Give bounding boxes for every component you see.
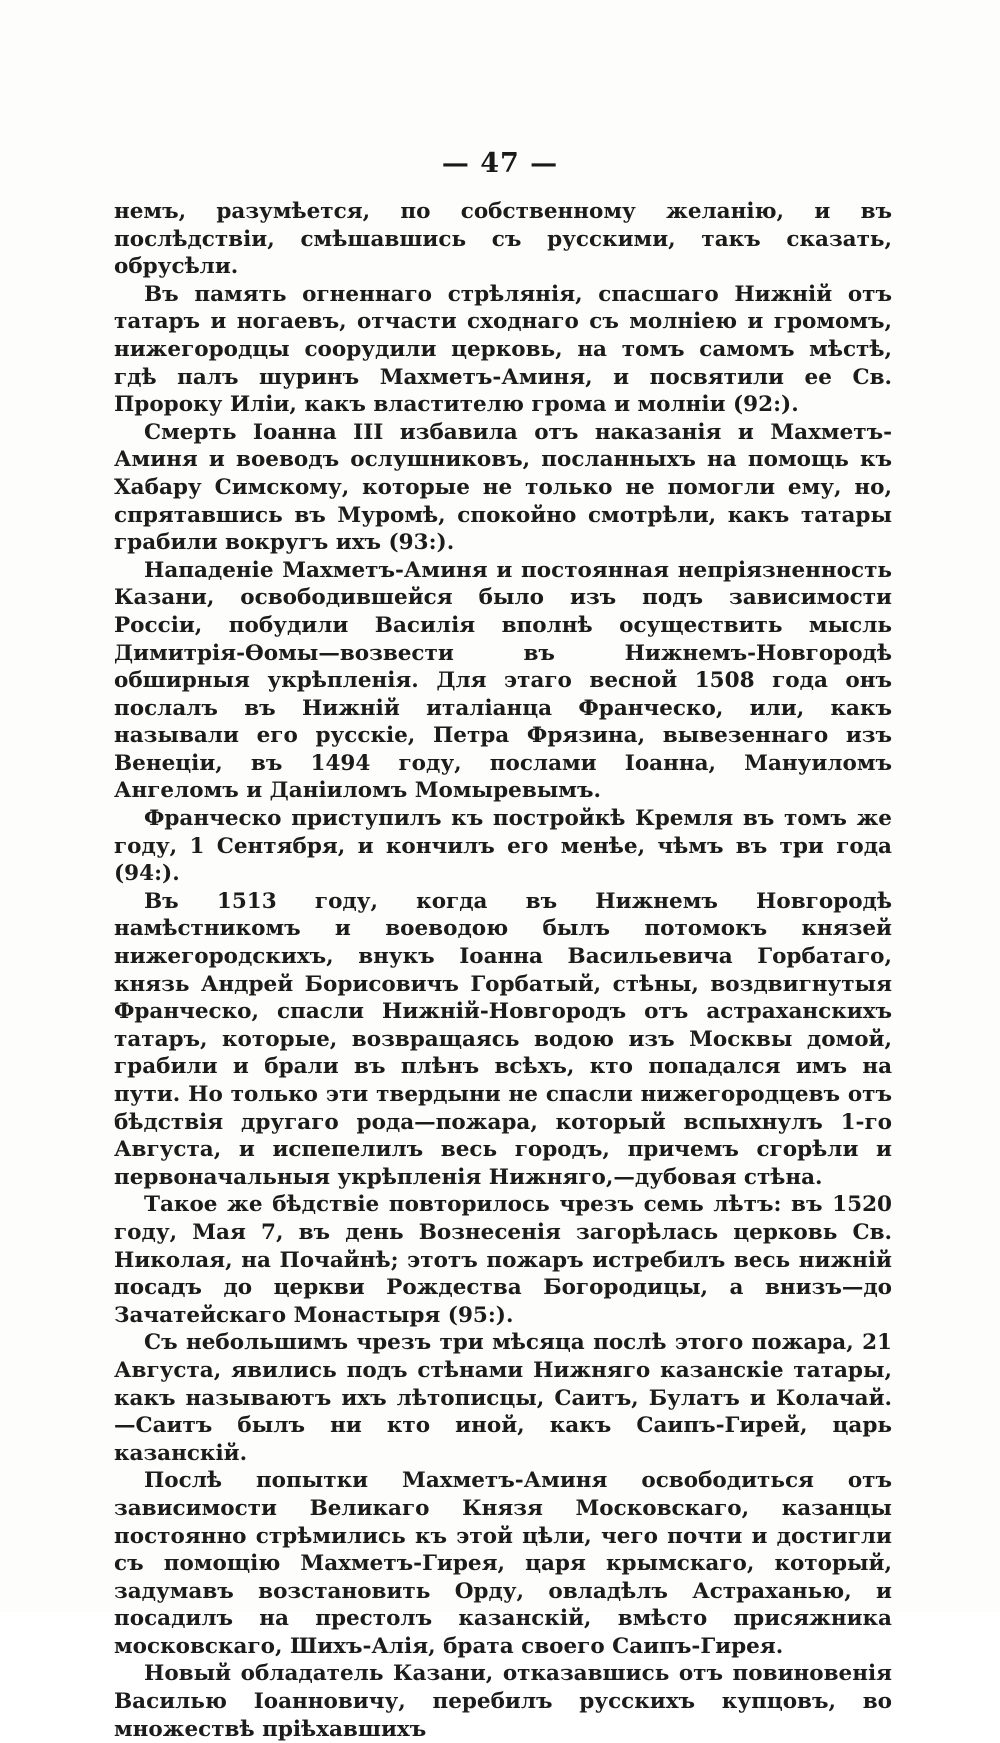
paragraph-1: немъ, разумѣется, по собственному желанію, и въ послѣдствіи, смѣшавшись съ русскими, такъ сказать, обрусѣли. (114, 199, 892, 280)
paragraph-4: Нападеніе Махметъ-Аминя и постоянная непріязненность Казани, освободившейся было изъ подъ зависимости Россіи, побудили Василія вполнѣ осуществить мысль Димитрія-Ѳомы—возвести въ Нижнемъ-Новгородѣ обширныя укрѣпленія. Для этаго весной 1508 года онъ послалъ въ Нижній италіанца Франческо, или, какъ называли его русскіе, Петра Фрязина, вывезеннаго изъ Венеціи, въ 1494 году, послами Іоанна, Мануиломъ Ангеломъ и Даніиломъ Момыревымъ. (114, 557, 892, 804)
body-text (114, 198, 892, 1743)
paragraph-3: Смерть Іоанна III избавила отъ наказанія и Махметъ-Аминя и воеводъ ослушниковъ, посланныхъ на помощь къ Хабару Симскому, которые не только не помогли ему, но, спрятавшись въ Муромѣ, спокойно смотрѣли, какъ татары грабили вокругъ ихъ (93:). (114, 419, 892, 556)
paragraph-5: Франческо приступилъ къ постройкѣ Кремля въ томъ же году, 1 Сентября, и кончилъ его менѣе, чѣмъ въ три года (94:). (114, 806, 892, 887)
paragraph-6: Въ 1513 году, когда въ Нижнемъ Новгородѣ намѣстникомъ и воеводою былъ потомокъ князей нижегородскихъ, внукъ Іоанна Васильевича Горбатаго, князь Андрей Борисовичъ Горбатый, стѣны, воздвигнутыя Франческо, спасли Нижній-Новгородъ отъ астраханскихъ татаръ, которые, возвращаясь водою изъ Москвы домой, грабили и брали въ плѣнъ всѣхъ, кто попадался имъ на пути. Но только эти твердыни не спасли нижегородцевъ отъ бѣдствія другаго рода—пожара, который вспыхнулъ 1-го Августа, и испепелилъ весь городъ, причемъ сгорѣли и первоначальныя укрѣпленія Нижняго,—дубовая стѣна. (114, 888, 892, 1190)
paragraph-8: Съ небольшимъ чрезъ три мѣсяца послѣ этого пожара, 21 Августа, явились подъ стѣнами Нижняго казанскіе татары, какъ называютъ ихъ лѣтописцы, Саитъ, Булатъ и Колачай.—Саитъ былъ ни кто иной, какъ Саипъ-Гирей, царь казанскій. (114, 1330, 892, 1466)
paragraph-9: Послѣ попытки Махметъ-Аминя освободиться отъ зависимости Великаго Князя Московскаго, казанцы постоянно стрѣмились къ этой цѣли, чего почти и достигли съ помощію Махметъ-Гирея, царя крымскаго, который, задумавъ возстановить Орду, овладѣлъ Астраханью, и посадилъ на престолъ казанскій, вмѣсто присяжника московскаго, Шихъ-Алія, брата своего Саипъ-Гирея. (114, 1468, 892, 1659)
paragraph-7: Такое же бѣдствіе повторилось чрезъ семь лѣтъ: въ 1520 году, Мая 7, въ день Вознесенія загорѣлась церковь Св. Николая, на Почайнѣ; этотъ пожаръ истребилъ весь нижній посадъ до церкви Рождества Богородицы, а внизъ—до Зачатейскаго Монастыря (95:). (114, 1192, 892, 1328)
paragraph-2: Въ память огненнаго стрѣлянія, спасшаго Нижній отъ татаръ и ногаевъ, отчасти сходнаго съ молніею и громомъ, нижегородцы соорудили церковь, на томъ самомъ мѣстѣ, гдѣ палъ шуринъ Махметъ-Аминя, и посвятили ее Св. Пророку Иліи, какъ властителю грома и молніи (92:). (114, 281, 892, 418)
page-number: — 47 — (441, 148, 559, 179)
paragraph-10: Новый обладатель Казани, отказавшись отъ повиновенія Василью Іоанновичу, перебилъ русскихъ купцовъ, во множествѣ пріѣхавшихъ (114, 1661, 892, 1742)
